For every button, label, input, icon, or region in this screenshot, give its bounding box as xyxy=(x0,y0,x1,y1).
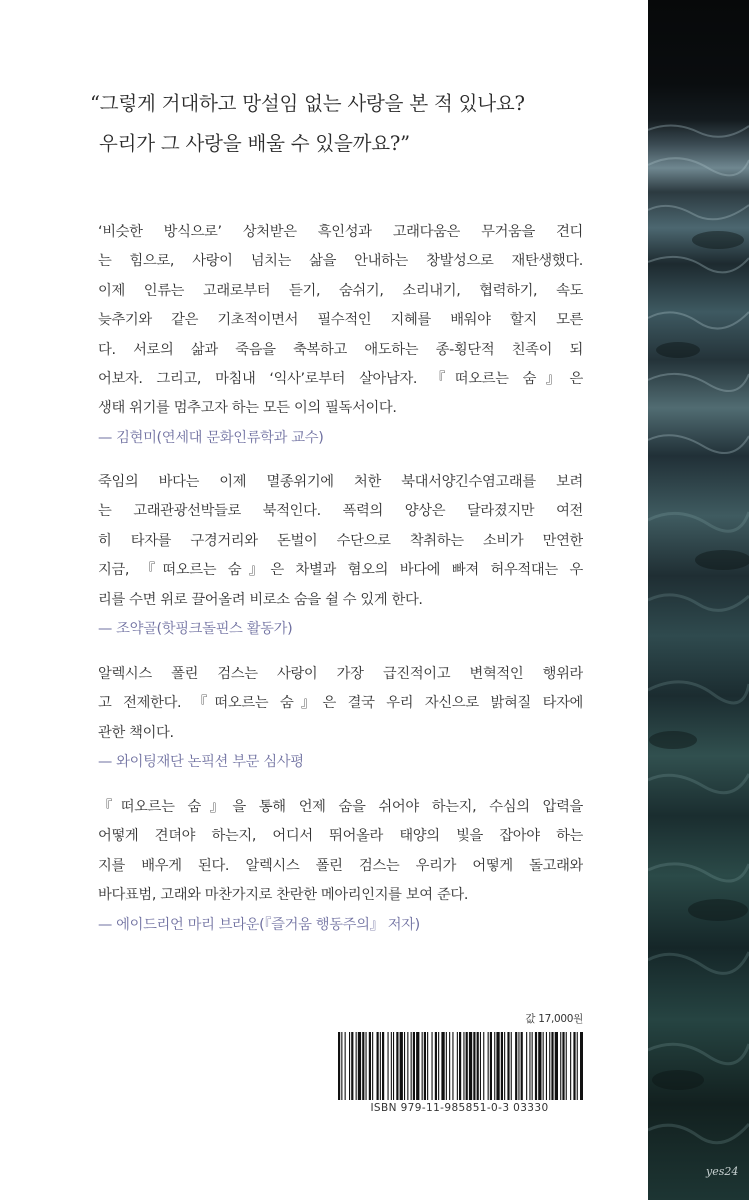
blurb-attribution: — 와이팅재단 논픽션 부문 심사평 xyxy=(98,754,304,771)
barcode-bar xyxy=(432,1032,433,1100)
blurb-attribution: — 에이드리언 마리 브라운(『즐거움 행동주의』 저자) xyxy=(98,916,420,933)
barcode-bar xyxy=(362,1032,364,1100)
barcode-bar xyxy=(341,1032,342,1100)
barcode-bar xyxy=(521,1032,523,1100)
barcode-graphic xyxy=(336,1032,583,1100)
barcode-bar xyxy=(515,1032,517,1100)
barcode-bar xyxy=(546,1032,547,1100)
blurb-line: ‘비슷한 방식으로’ 상처받은 흑인성과 고래다움은 무거움을 견디 xyxy=(98,224,583,240)
barcode-bar xyxy=(555,1032,558,1100)
blurb-line: 다. 서로의 삶과 죽음을 축복하고 애도하는 종-횡단적 친족이 되 xyxy=(98,341,583,358)
blurb-attribution: — 김현미(연세대 문화인류학과 교수) xyxy=(98,429,324,446)
barcode-bar xyxy=(435,1032,437,1100)
barcode-bar xyxy=(477,1032,479,1100)
blurb-line: 리를 수면 위로 끌어올려 비로소 숨을 쉴 수 있게 한다. xyxy=(98,591,423,608)
barcode-bar xyxy=(526,1032,527,1100)
barcode-bar xyxy=(380,1032,381,1100)
barcode-bar xyxy=(466,1032,468,1100)
barcode-bar xyxy=(407,1032,408,1100)
barcode-bar xyxy=(573,1032,575,1100)
barcode-bar xyxy=(452,1032,453,1100)
barcode-bar xyxy=(518,1032,519,1100)
barcode-bar xyxy=(501,1032,503,1100)
barcode-bar xyxy=(338,1032,340,1100)
barcode-bar xyxy=(494,1032,495,1100)
barcode-bar xyxy=(549,1032,550,1100)
barcode-bar xyxy=(411,1032,412,1100)
barcode-bar xyxy=(400,1032,403,1100)
review-blurb xyxy=(98,660,583,778)
barcode-bar xyxy=(538,1032,541,1100)
barcode-bar xyxy=(391,1032,392,1100)
barcode-bar xyxy=(469,1032,472,1100)
blurb-line: 고 전제한다. 『떠오르는 숨』은 결국 우리 자신으로 밝혀질 타자에 xyxy=(98,695,583,712)
barcode-bar xyxy=(349,1032,350,1100)
barcode-bar xyxy=(438,1032,439,1100)
barcode-bar xyxy=(427,1032,428,1100)
barcode-bar xyxy=(449,1032,450,1100)
blurb-line: 늦추기와 같은 기초적이면서 필수적인 지혜를 배워야 할지 모른 xyxy=(98,312,583,329)
barcode-bar xyxy=(551,1032,553,1100)
barcode-bar xyxy=(459,1032,461,1100)
barcode-bar xyxy=(351,1032,353,1100)
review-blurb xyxy=(98,468,583,644)
price-label: 값 17,000원 xyxy=(525,1013,583,1025)
pull-quote-line: 우리가 그 사랑을 배울 수 있을까요?” xyxy=(99,132,410,155)
barcode-bar xyxy=(496,1032,499,1100)
barcode-bar xyxy=(441,1032,444,1100)
barcode-bar xyxy=(422,1032,423,1100)
blurb-line: 이제 인류는 고래로부터 듣기, 숨쉬기, 소리내기, 협력하기, 속도 xyxy=(98,282,583,299)
ocean-photo xyxy=(648,0,749,1200)
barcode-bar xyxy=(413,1032,415,1100)
barcode-bar xyxy=(490,1032,492,1100)
barcode-bar xyxy=(345,1032,346,1100)
barcode-bar xyxy=(366,1032,367,1100)
barcode-bar xyxy=(377,1032,379,1100)
blurb-attribution: — 조약골(핫핑크돌핀스 활동가) xyxy=(98,621,293,638)
review-blurb xyxy=(98,793,583,940)
barcode-bar xyxy=(532,1032,533,1100)
barcode-bar xyxy=(416,1032,419,1100)
barcode-bar xyxy=(393,1032,394,1100)
ocean-waves-graphic xyxy=(648,0,749,1200)
watermark-logo: yes24 xyxy=(706,1165,739,1178)
barcode-bar xyxy=(372,1032,373,1100)
barcode-bar xyxy=(396,1032,398,1100)
isbn-barcode xyxy=(336,1032,583,1100)
barcode-bar xyxy=(446,1032,447,1100)
barcode-bar xyxy=(488,1032,489,1100)
barcode-bar xyxy=(463,1032,464,1100)
blurb-line: 어떻게 견뎌야 하는지, 어디서 뛰어올라 태양의 빛을 잡아야 하는 xyxy=(98,828,583,845)
blurb-line: 바다표범, 고래와 마찬가지로 찬란한 메아리인지를 보여 준다. xyxy=(98,887,469,904)
pull-quote xyxy=(90,84,630,164)
blurb-line: 히 타자를 구경거리와 돈벌이 수단으로 착취하는 소비가 만연한 xyxy=(98,532,583,549)
blurb-line: 관한 책이다. xyxy=(98,724,174,741)
barcode-bar xyxy=(535,1032,537,1100)
barcode-bar xyxy=(543,1032,544,1100)
blurb-line: 지금, 『떠오르는 숨』은 차별과 혐오의 바다에 빠져 허우적대는 우 xyxy=(98,562,583,579)
barcode-bar xyxy=(457,1032,458,1100)
barcode-bar xyxy=(404,1032,405,1100)
blurb-line: 『떠오르는 숨』을 통해 언제 숨을 쉬어야 하는지, 수심의 압력을 xyxy=(98,799,583,815)
blurb-line: 지를 배우게 된다. 알렉시스 폴린 검스는 우리가 어떻게 돌고래와 xyxy=(98,857,583,874)
blurb-line: 는 힘으로, 사랑이 넘치는 삶을 안내하는 창발성으로 재탄생했다. xyxy=(98,253,583,270)
barcode-bar xyxy=(483,1032,484,1100)
barcode-bar xyxy=(562,1032,564,1100)
blurb-line: 알렉시스 폴린 검스는 사랑이 가장 급진적이고 변혁적인 행위라 xyxy=(98,666,583,682)
barcode-bar xyxy=(560,1032,561,1100)
barcode-bar xyxy=(369,1032,371,1100)
blurb-line: 죽임의 바다는 이제 멸종위기에 처한 북대서양긴수염고래를 보려 xyxy=(98,474,583,490)
blurb-line: 는 고래관광선박들로 북적인다. 폭력의 양상은 달라졌지만 여전 xyxy=(98,503,583,520)
barcode-bar xyxy=(566,1032,567,1100)
barcode-bar xyxy=(580,1032,583,1100)
blurb-line: 생태 위기를 멈추고자 하는 모든 이의 필독서이다. xyxy=(98,400,397,417)
barcode-bar xyxy=(507,1032,509,1100)
review-blurb xyxy=(98,218,583,453)
blurb-line: 어보자. 그리고, 마침내 ‘익사’로부터 살아남자. 『떠오르는 숨』은 xyxy=(98,371,583,388)
barcode-bar xyxy=(356,1032,357,1100)
barcode-bar xyxy=(424,1032,426,1100)
barcode-bar xyxy=(382,1032,384,1100)
barcode-bar xyxy=(577,1032,578,1100)
barcode-bar xyxy=(473,1032,475,1100)
barcode-bar xyxy=(388,1032,389,1100)
barcode-bar xyxy=(504,1032,505,1100)
barcode-bar xyxy=(358,1032,361,1100)
isbn-number: ISBN 979-11-985851-0-3 03330 xyxy=(370,1102,549,1114)
barcode-bar xyxy=(511,1032,512,1100)
barcode-bar xyxy=(480,1032,481,1100)
barcode-bar xyxy=(529,1032,530,1100)
pull-quote-line: “그렇게 거대하고 망설임 없는 사랑을 본 적 있나요? xyxy=(90,92,525,115)
barcode-bar xyxy=(570,1032,571,1100)
